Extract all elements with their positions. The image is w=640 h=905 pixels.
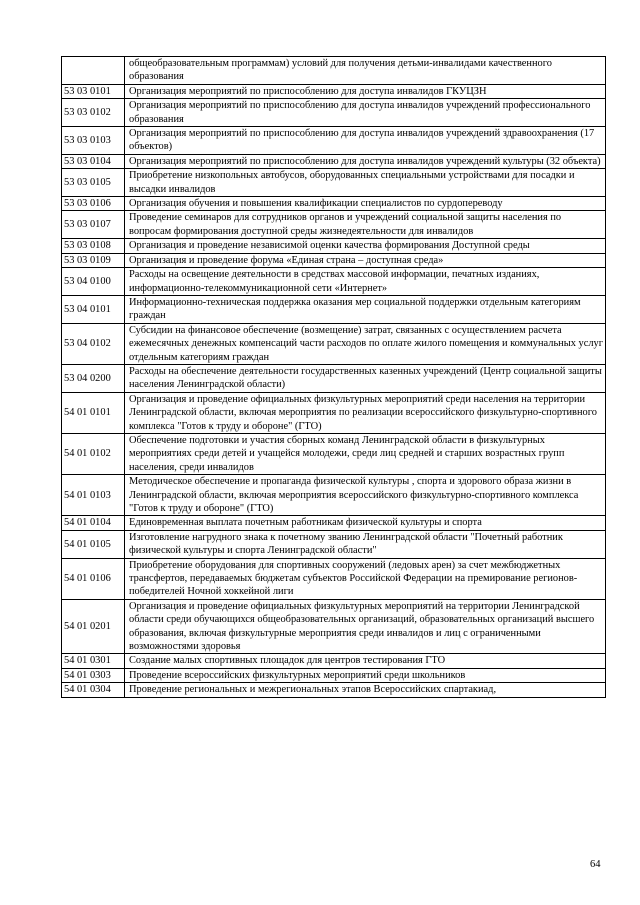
- code-cell: 54 01 0201: [62, 599, 125, 654]
- table-row: [62, 84, 606, 98]
- page-number: 64: [590, 859, 601, 870]
- code-cell: 54 01 0106: [62, 558, 125, 599]
- description-cell: Организация мероприятий по приспособлению для доступа инвалидов учреждений здравоохранения (17 объектов): [125, 127, 606, 155]
- description-cell: Проведение региональных и межрегиональных этапов Всероссийских спартакиад,: [125, 683, 606, 697]
- table-row: [62, 683, 606, 697]
- code-cell: 53 04 0101: [62, 295, 125, 323]
- code-cell: 54 01 0304: [62, 683, 125, 697]
- table-row: [62, 654, 606, 668]
- description-cell: Субсидии на финансовое обеспечение (возмещение) затрат, связанных с осуществлением расчета ежемесячных денежных компенсаций части расходов по оплате жилого помещения и коммунальных услуг отдельным категориям граждан: [125, 323, 606, 364]
- description-cell: Организация и проведение форума «Единая страна – доступная среда»: [125, 253, 606, 267]
- code-cell: 53 03 0106: [62, 197, 125, 211]
- code-cell: 53 04 0102: [62, 323, 125, 364]
- code-cell: 53 03 0103: [62, 127, 125, 155]
- code-cell: 53 03 0102: [62, 99, 125, 127]
- code-cell: [62, 57, 125, 85]
- description-cell: Организация мероприятий по приспособлению для доступа инвалидов учреждений культуры (32 объекта): [125, 154, 606, 168]
- code-cell: 53 04 0100: [62, 268, 125, 296]
- description-cell: Организация и проведение независимой оценки качества формирования Доступной среды: [125, 239, 606, 253]
- table-row: [62, 323, 606, 364]
- table-row: [62, 516, 606, 530]
- table-row: [62, 57, 606, 85]
- code-cell: 53 03 0105: [62, 169, 125, 197]
- code-cell: 53 03 0101: [62, 84, 125, 98]
- table-row: [62, 530, 606, 558]
- code-cell: 54 01 0301: [62, 654, 125, 668]
- description-cell: Расходы на обеспечение деятельности государственных казенных учреждений (Центр социальной защиты населения Ленинградской области): [125, 364, 606, 392]
- table-row: [62, 211, 606, 239]
- table-row: [62, 295, 606, 323]
- description-cell: Организация и проведение официальных физкультурных мероприятий на территории Ленинградской области среди обучающихся общеобразовательных организаций, образовательных организаций высшего образования, включая физкультурные мероприятия среди инвалидов и лиц с ограниченными возможностями здоровья: [125, 599, 606, 654]
- table-row: [62, 127, 606, 155]
- code-cell: 54 01 0101: [62, 392, 125, 433]
- code-cell: 53 03 0108: [62, 239, 125, 253]
- code-cell: 54 01 0303: [62, 668, 125, 682]
- table-row: [62, 154, 606, 168]
- code-cell: 53 03 0104: [62, 154, 125, 168]
- description-cell: Организация мероприятий по приспособлению для доступа инвалидов учреждений профессионального образования: [125, 99, 606, 127]
- code-cell: 54 01 0104: [62, 516, 125, 530]
- table-row: [62, 668, 606, 682]
- table-body: [62, 57, 606, 698]
- description-cell: Приобретение оборудования для спортивных сооружений (ледовых арен) за счет межбюджетных трансфертов, передаваемых бюджетам субъектов Российской Федерации на премирование регионов- победителей Ночной хоккейной лиги: [125, 558, 606, 599]
- description-cell: Расходы на освещение деятельности в средствах массовой информации, печатных изданиях, информационно-телекоммуникационной сети «Интернет»: [125, 268, 606, 296]
- description-cell: Единовременная выплата почетным работникам физической культуры и спорта: [125, 516, 606, 530]
- table-row: [62, 239, 606, 253]
- code-cell: 54 01 0102: [62, 433, 125, 474]
- table-row: [62, 558, 606, 599]
- table-row: [62, 253, 606, 267]
- table-row: [62, 99, 606, 127]
- table-row: [62, 392, 606, 433]
- description-cell: Проведение всероссийских физкультурных мероприятий среди школьников: [125, 668, 606, 682]
- table-row: [62, 433, 606, 474]
- code-cell: 53 03 0109: [62, 253, 125, 267]
- table-row: [62, 475, 606, 516]
- description-cell: Изготовление нагрудного знака к почетному званию Ленинградской области "Почетный работник физической культуры и спорта Ленинградской области": [125, 530, 606, 558]
- table-row: [62, 599, 606, 654]
- description-cell: Информационно-техническая поддержка оказания мер социальной поддержки отдельным категориям граждан: [125, 295, 606, 323]
- table-row: [62, 364, 606, 392]
- table-row: [62, 169, 606, 197]
- description-cell: Проведение семинаров для сотрудников органов и учреждений социальной защиты населения по вопросам формирования доступной среды жизнедеятельности для инвалидов: [125, 211, 606, 239]
- description-cell: Организация и проведение официальных физкультурных мероприятий среди населения на территории Ленинградской области, включая мероприятия по реализации всероссийского физкультурно-спортивного комплекса "Готов к труду и обороне" (ГТО): [125, 392, 606, 433]
- description-cell: Организация мероприятий по приспособлению для доступа инвалидов ГКУЦЗН: [125, 84, 606, 98]
- description-cell: Приобретение низкопольных автобусов, оборудованных специальными устройствами для посадки и высадки инвалидов: [125, 169, 606, 197]
- description-cell: Создание малых спортивных площадок для центров тестирования ГТО: [125, 654, 606, 668]
- description-cell: Методическое обеспечение и пропаганда физической культуры , спорта и здорового образа жизни в Ленинградской области, включая мероприятия всероссийского физкультурно-спортивного комплекса "Готов к труду и обороне" (ГТО): [125, 475, 606, 516]
- description-cell: Обеспечение подготовки и участия сборных команд Ленинградской области в физкультурных мероприятиях среди детей и учащейся молодежи, среди лиц средней и старших возрастных групп населения, среди инвалидов: [125, 433, 606, 474]
- code-cell: 54 01 0105: [62, 530, 125, 558]
- budget-classification-table: [61, 56, 606, 698]
- code-cell: 53 03 0107: [62, 211, 125, 239]
- description-cell: Организация обучения и повышения квалификации специалистов по сурдопереводу: [125, 197, 606, 211]
- code-cell: 53 04 0200: [62, 364, 125, 392]
- table-row: [62, 197, 606, 211]
- table-row: [62, 268, 606, 296]
- description-cell: общеобразовательным программам) условий для получения детьми-инвалидами качественного образования: [125, 57, 606, 85]
- code-cell: 54 01 0103: [62, 475, 125, 516]
